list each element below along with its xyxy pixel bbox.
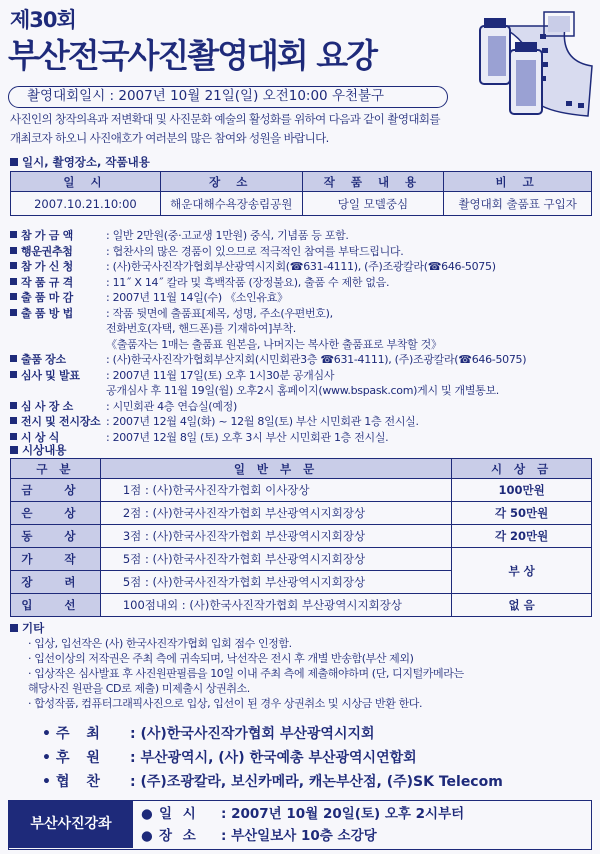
detail-label: [10, 414, 106, 430]
awards-table: [10, 458, 592, 617]
square-bullet-icon: [10, 262, 17, 269]
detail-value: : (사)한국사진작가협회부산지회(시민회관3층 ☎631-4111), (주)조광칼라(☎646-5075): [106, 353, 527, 366]
detail-row: [10, 321, 595, 337]
award-desc: 2점 : (사)한국사진작가협회 부산광역시지회장상: [100, 502, 451, 525]
column-header: 일 반 부 문: [100, 459, 451, 479]
section-heading-schedule: [10, 154, 150, 170]
table-row: [11, 525, 592, 548]
square-bullet-icon: [10, 355, 17, 362]
sponsor-value: : (사)한국사진작가협회 부산광역시지회: [130, 726, 375, 742]
detail-row: [10, 368, 595, 384]
detail-label-text: 출 품 마 감: [21, 291, 73, 304]
table-header-row: [11, 459, 592, 479]
square-bullet-icon: [10, 293, 17, 300]
detail-label: [10, 352, 106, 368]
detail-row: [10, 290, 595, 306]
intro-line: 사진인의 창작의욕과 저변확대 및 사진문화 예술의 활성화를 위하여 다음과 같이 촬영대회를: [10, 112, 440, 126]
edition-label: 제30회: [10, 8, 76, 32]
award-prize: 각 20만원: [452, 525, 592, 548]
film-roll-illustration: [470, 6, 594, 126]
sponsors-list: [42, 722, 503, 794]
detail-row: [10, 383, 595, 399]
square-bullet-icon: [10, 371, 17, 378]
detail-label: [10, 244, 106, 260]
contest-date-banner: 촬영대회일시 : 2007년 10월 21일(일) 오전10:00 우천불구: [8, 86, 448, 108]
detail-value: : 2007년 11월 14일(수) 《소인유효》: [106, 291, 288, 304]
table-row: [11, 479, 592, 502]
lecture-value: : 2007년 10월 20일(토) 오후 2시부터: [221, 806, 465, 822]
detail-label-text: 행운권추첨: [21, 244, 73, 258]
sponsor-label: 주 최: [56, 726, 106, 742]
square-bullet-icon: [10, 624, 18, 632]
note-line: · 입상, 입선작은 (사) 한국사진작가협회 입회 점수 인정함.: [28, 637, 292, 650]
sponsor-row: [42, 722, 503, 746]
details-list: [10, 228, 595, 445]
detail-label-text: 출품 장소: [21, 353, 66, 366]
detail-value: : 작품 뒷면에 출품표[제목, 성명, 주소(우편번호),: [106, 306, 333, 320]
detail-value: 전화번호(자택, 핸드폰)를 기재하여]부착.: [106, 322, 296, 335]
detail-row: [10, 228, 595, 244]
section-heading-label: 기타: [22, 621, 45, 635]
detail-value: : 협찬사의 많은 경품이 있으므로 적극적인 참여를 부탁드립니다.: [106, 244, 404, 258]
table-header-row: [11, 172, 592, 192]
detail-label-text: 심 사 장 소: [21, 399, 73, 413]
detail-label: [10, 228, 106, 244]
award-name: 입 선: [11, 594, 101, 617]
sponsor-row: [42, 746, 503, 770]
detail-row: [10, 399, 595, 415]
award-prize: 각 50만원: [452, 502, 592, 525]
detail-label: [10, 321, 106, 337]
column-header: 구 분: [11, 459, 101, 479]
award-desc: 1점 : (사)한국사진작가협회 이사장상: [100, 479, 451, 502]
award-desc: 5점 : (사)한국사진작가협회 부산광역시지회장상: [100, 571, 451, 594]
table-cell: 해운대해수욕장송림공원: [160, 192, 302, 216]
detail-row: [10, 414, 595, 430]
table-row: [11, 594, 592, 617]
note-line: · 입상작은 심사발표 후 사진원판필름을 10일 이내 주최 측에 제출해야하며 (단, 디지털카메라는: [28, 667, 464, 680]
detail-label: [10, 306, 106, 322]
detail-label-text: 출 품 방 법: [21, 306, 73, 320]
detail-row: [10, 430, 595, 446]
detail-value: : 일반 2만원(중·고교생 1만원) 중식, 기념품 등 포함.: [106, 229, 349, 242]
detail-label: [10, 383, 106, 399]
award-name: 금 상: [11, 479, 101, 502]
square-bullet-icon: [10, 158, 18, 166]
table-row: [11, 502, 592, 525]
lecture-box: [8, 800, 592, 850]
column-header: 작 품 내 용: [302, 172, 444, 192]
dot-bullet-icon: ●: [141, 828, 153, 844]
intro-text: [10, 110, 480, 148]
dot-bullet-icon: •: [42, 750, 51, 766]
detail-label: [10, 337, 106, 353]
detail-row: [10, 244, 595, 260]
award-name: 동 상: [11, 525, 101, 548]
intro-line: 개최코자 하오니 사진애호가 여러분의 많은 참여와 성원을 바랍니다.: [10, 131, 329, 145]
detail-label: [10, 399, 106, 415]
detail-row: [10, 306, 595, 322]
column-header: 일 시: [11, 172, 161, 192]
column-header: 시 상 금: [452, 459, 592, 479]
detail-row: [10, 259, 595, 275]
award-name: 가 작: [11, 548, 101, 571]
detail-value: : 11˝ X 14˝ 칼라 및 흑백작품 (장정불요), 출품 수 제한 없음.: [106, 275, 390, 289]
award-name: 장 려: [11, 571, 101, 594]
detail-label-text: 참 가 신 청: [21, 260, 73, 273]
section-heading-label: 일시, 촬영장소, 작품내용: [22, 155, 150, 169]
award-prize: 100만원: [452, 479, 592, 502]
square-bullet-icon: [10, 231, 17, 238]
detail-label-text: 작 품 규 격: [21, 275, 73, 289]
detail-label-text: 심사 및 발표: [21, 368, 80, 382]
sponsor-value: : (주)조광칼라, 보신카메라, 캐논부산점, (주)SK Telecom: [130, 774, 503, 790]
sponsor-label: 협 찬: [56, 774, 106, 790]
section-heading-awards: [10, 442, 66, 458]
section-heading-etc: [10, 620, 44, 636]
award-desc: 3점 : (사)한국사진작가협회 부산광역시지회장상: [100, 525, 451, 548]
award-desc: 5점 : (사)한국사진작가협회 부산광역시지회장상: [100, 548, 451, 571]
note-line: 해당사진 원판을 CD로 제출) 미제출시 상권취소.: [28, 682, 250, 695]
detail-label-text: 시 상 식: [21, 430, 60, 444]
detail-label-text: 참 가 금 액: [21, 229, 73, 242]
detail-value: : 2007년 12월 8일 (토) 오후 3시 부산 시민회관 1층 전시실.: [106, 430, 389, 444]
table-cell: 촬영대회 출품표 구입자: [444, 192, 592, 216]
square-bullet-icon: [10, 278, 17, 285]
square-bullet-icon: [10, 247, 17, 254]
table-row: [11, 548, 592, 571]
lecture-label: 일 시: [159, 806, 199, 822]
detail-label: [10, 290, 106, 306]
dot-bullet-icon: •: [42, 726, 51, 742]
award-desc: 100점내외 : (사)한국사진작가협회 부산광역시지회장상: [100, 594, 451, 617]
detail-label: [10, 259, 106, 275]
dot-bullet-icon: ●: [141, 806, 153, 822]
detail-value: : (사)한국사진작가협회부산광역시지회(☎631-4111), (주)조광칼라(☎646-5075): [106, 260, 496, 273]
detail-value: : 2007년 12월 4일(화) ~ 12월 8일(토) 부산 시민회관 1층 전시실.: [106, 415, 419, 428]
detail-label: [10, 368, 106, 384]
sponsor-row: [42, 770, 503, 794]
detail-row: [10, 352, 595, 368]
lecture-row: [141, 825, 464, 847]
detail-value: 공개심사 후 11월 19일(월) 오후2시 홈페이지(www.bspask.com)게시 및 개별통보.: [106, 384, 500, 397]
detail-value: 《출품자는 1매는 출품표 원본을, 나머지는 복사한 출품표로 부착할 것》: [106, 337, 442, 351]
sponsor-label: 후 원: [56, 750, 106, 766]
section-heading-label: 시상내용: [22, 443, 67, 457]
lecture-info: [141, 803, 464, 847]
column-header: 장 소: [160, 172, 302, 192]
detail-row: [10, 337, 595, 353]
lecture-value: : 부산일보사 10층 소강당: [221, 828, 377, 844]
detail-row: [10, 275, 595, 291]
detail-label: [10, 275, 106, 291]
table-row: [11, 192, 592, 216]
square-bullet-icon: [10, 402, 17, 409]
award-prize: 부 상: [452, 548, 592, 594]
note-line: · 합성작품, 컴퓨터그래픽사진으로 입상, 입선이 된 경우 상권취소 및 시상금 반환 한다.: [28, 697, 423, 710]
detail-value: : 2007년 11월 17일(토) 오후 1시30분 공개심사: [106, 368, 335, 382]
lecture-label: 장 소: [159, 828, 199, 844]
dot-bullet-icon: •: [42, 774, 51, 790]
note-line: · 입선이상의 저작권은 주최 측에 귀속되며, 낙선작은 전시 후 개별 반송함(부산 제외): [28, 652, 414, 665]
award-name: 은 상: [11, 502, 101, 525]
lecture-tag: 부산사진강좌: [9, 801, 133, 848]
sponsor-value: : 부산광역시, (사) 한국예총 부산광역시연합회: [130, 750, 417, 766]
detail-value: : 시민회관 4층 연습실(예정): [106, 399, 237, 413]
award-prize: 없 음: [452, 594, 592, 617]
table-cell: 2007.10.21.10:00: [11, 192, 161, 216]
table-cell: 당일 모델중심: [302, 192, 444, 216]
square-bullet-icon: [10, 433, 17, 440]
detail-label-text: 전시 및 전시장소: [21, 415, 101, 428]
square-bullet-icon: [10, 417, 17, 424]
column-header: 비 고: [444, 172, 592, 192]
square-bullet-icon: [10, 446, 18, 454]
square-bullet-icon: [10, 309, 17, 316]
schedule-table: [10, 171, 592, 216]
notes-list: [16, 636, 591, 711]
page-title: 부산전국사진촬영대회 요강: [8, 36, 377, 75]
lecture-row: [141, 803, 464, 825]
